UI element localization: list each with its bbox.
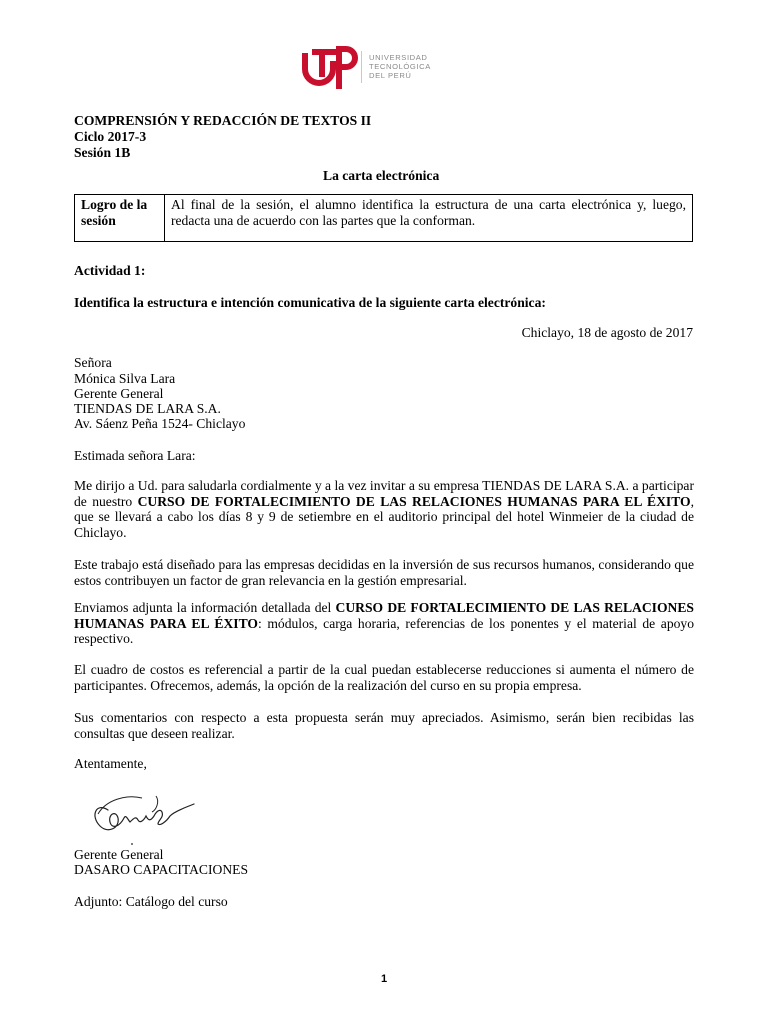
logo-wordmark xyxy=(369,53,431,81)
signer-title: Gerente General xyxy=(74,847,164,862)
paragraph-text: Enviamos adjunta la información detallada del xyxy=(74,600,336,615)
recipient-line: Señora xyxy=(74,355,112,370)
course-title: COMPRENSIÓN Y REDACCIÓN DE TEXTOS II xyxy=(74,113,372,128)
page-title: La carta electrónica xyxy=(323,168,440,183)
letter-paragraph-5: Sus comentarios con respecto a esta propuesta serán muy apreciados. Asimismo, serán bien recibidas las consultas que deseen realizar. xyxy=(74,710,694,741)
activity-instruction: Identifica la estructura e intención comunicativa de la siguiente carta electrónica: xyxy=(74,295,546,310)
letter-paragraph-3 xyxy=(74,600,694,647)
logo-line-3: DEL PERÚ xyxy=(369,71,412,81)
handwritten-signature xyxy=(86,782,198,848)
paragraph-text: Me dirijo a Ud. para saludarla cordialmente y a la vez invitar a su empresa TIENDAS DE LARA S.A. a participar de nuestro xyxy=(74,478,694,509)
signer-company: DASARO CAPACITACIONES xyxy=(74,862,249,877)
session-goal-text: Al final de la sesión, el alumno identifica la estructura de una carta electrónica y, luego, redacta una de acuerdo con las partes que la conforman. xyxy=(171,197,686,228)
letter-greeting: Estimada señora Lara: xyxy=(74,448,196,463)
course-name-emphasis: CURSO DE FORTALECIMIENTO DE LAS RELACIONES HUMANAS PARA EL ÉXITO xyxy=(137,493,691,509)
recipient-line: Gerente General xyxy=(74,386,164,401)
logo-line-2: TECNOLÓGICA xyxy=(369,62,431,72)
recipient-line: Mónica Silva Lara xyxy=(74,371,176,386)
paragraph-text: : módulos, carga horaria, referencias de los ponentes y el material de apoyo respectivo. xyxy=(74,615,695,647)
letter-place-date: Chiclayo, 18 de agosto de 2017 xyxy=(521,325,693,340)
letter-paragraph-2: Este trabajo está diseñado para las empresas decididas en la inversión de sus recursos humanos, considerando que estos contribuyen un factor de gran relevancia en la gestión empresarial. xyxy=(74,557,694,588)
utp-logo xyxy=(302,43,452,91)
letter-closing: Atentamente, xyxy=(74,756,147,771)
session-goal-table xyxy=(74,194,693,242)
utp-logo-icon xyxy=(302,43,360,91)
course-name-emphasis: CURSO DE FORTALECIMIENTO DE LAS RELACIONES HUMANAS PARA EL ÉXITO xyxy=(74,600,694,631)
session-goal-label: Logro de la sesión xyxy=(75,195,165,241)
activity-title: Actividad 1: xyxy=(74,263,146,278)
letter-paragraph-1 xyxy=(74,478,694,540)
paragraph-text: , que se llevará a cabo los días 8 y 9 de setiembre en el auditorio principal del hotel Winmeier de la ciudad de Chiclayo. xyxy=(74,493,694,540)
recipient-line: TIENDAS DE LARA S.A. xyxy=(74,401,221,416)
session-label: Sesión 1B xyxy=(74,145,131,160)
logo-divider xyxy=(361,51,362,83)
recipient-line: Av. Sáenz Peña 1524- Chiclayo xyxy=(74,416,246,431)
page-number: 1 xyxy=(380,973,388,985)
letter-paragraph-4: El cuadro de costos es referencial a partir de la cual puedan establecerse reducciones si aumenta el número de participantes. Ofrecemos, además, la opción de la realización del curso en su propia empresa. xyxy=(74,662,694,693)
cycle-label: Ciclo 2017-3 xyxy=(74,129,147,144)
attachment-note: Adjunto: Catálogo del curso xyxy=(74,894,228,909)
logo-line-1: UNIVERSIDAD xyxy=(369,53,428,62)
